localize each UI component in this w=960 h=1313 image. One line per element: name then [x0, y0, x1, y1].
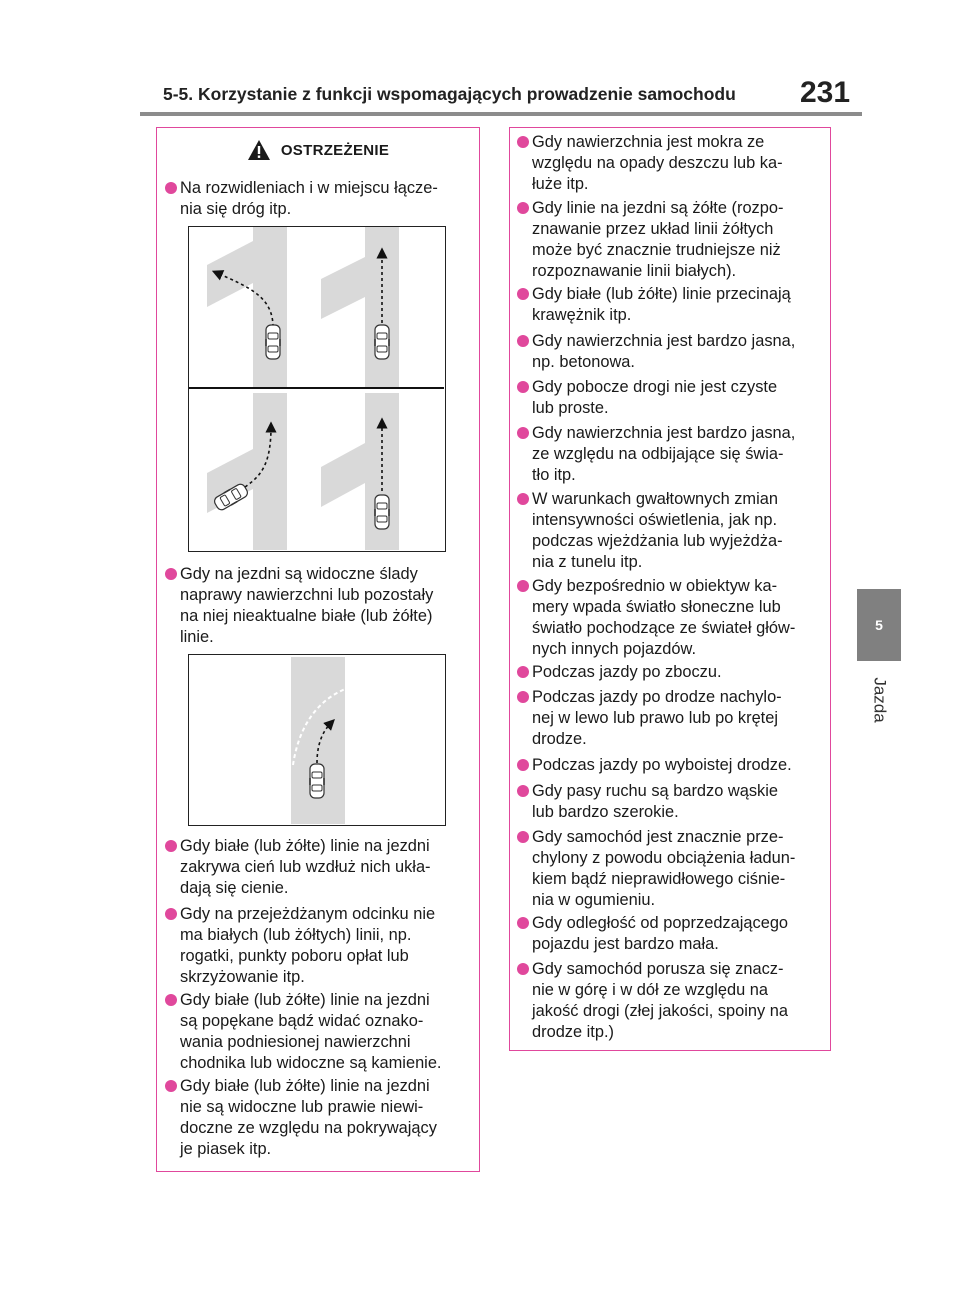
list-item [517, 827, 829, 911]
list-item-text: Gdy odległość od poprzedzającego pojazdu jest bardzo mała. [532, 914, 789, 953]
list-item-text: Gdy na jezdni są widoczne ślady naprawy nawierzchni lub pozostały na niej nieaktualne białe (lub żółte) linie. [180, 565, 434, 646]
list-item [517, 687, 829, 750]
list-item [517, 662, 829, 683]
bullet-dot-icon [165, 840, 177, 852]
bullet-dot-icon [517, 785, 529, 797]
list-item [517, 576, 829, 660]
bullet-dot-icon [165, 568, 177, 580]
list-item-text: Gdy pasy ruchu są bardzo wąskie lub bardzo szerokie. [532, 782, 778, 821]
list-item [165, 904, 475, 988]
chapter-label-wrap [858, 664, 902, 736]
bullet-dot-icon [517, 136, 529, 148]
bullet-dot-icon [165, 994, 177, 1006]
bullet-dot-icon [517, 759, 529, 771]
list-item-text: Gdy białe (lub żółte) linie na jezdni nie są widoczne lub prawie niewi- doczne ze względu na pokrywający je piasek itp. [180, 1077, 437, 1158]
bullet-dot-icon [517, 493, 529, 505]
list-item-text: W warunkach gwałtownych zmian intensywności oświetlenia, jak np. podczas wjeżdżania lub wyjeżdża- nia z tunelu itp. [532, 490, 783, 571]
list-item [165, 1076, 475, 1160]
section-title: 5-5. Korzystanie z funkcji wspomagających prowadzenie samochodu [163, 84, 736, 104]
bullet-dot-icon [517, 288, 529, 300]
warning-heading [176, 138, 460, 162]
car-icon [375, 325, 389, 359]
list-item [517, 755, 829, 776]
list-item-text: Gdy nawierzchnia jest bardzo jasna, np. betonowa. [532, 332, 796, 371]
list-item-text: Gdy nawierzchnia jest bardzo jasna, ze względu na odbijające się świa- tło itp. [532, 424, 796, 484]
car-icon [266, 325, 280, 359]
page-number: 231 [800, 76, 851, 109]
bullet-dot-icon [517, 691, 529, 703]
list-item-text: Gdy na przejeżdżanym odcinku nie ma białych (lub żółtych) linii, np. rogatki, punkty poboru opłat lub skrzyżowanie itp. [180, 905, 436, 986]
list-item-text: Gdy białe (lub żółte) linie na jezdni są popękane bądź widać oznako- wania podniesionej nawierzchni chodnika lub widoczne są kamienie. [180, 991, 442, 1072]
bullet-dot-icon [517, 831, 529, 843]
list-item [517, 377, 829, 419]
bullet-dot-icon [517, 963, 529, 975]
list-item [165, 990, 475, 1074]
list-item-text: Gdy białe (lub żółte) linie przecinają krawężnik itp. [532, 285, 791, 324]
list-item-text: Gdy samochód jest znacznie prze- chylony z powodu obciążenia ładun- kiem bądź nieprawidłowego ciśnie- nia w ogumieniu. [532, 828, 796, 909]
list-item [517, 913, 829, 955]
list-item-text: Gdy białe (lub żółte) linie na jezdni zakrywa cień lub wzdłuż nich ukła- dają się cienie. [180, 837, 431, 897]
list-item-text: Gdy pobocze drogi nie jest czyste lub proste. [532, 378, 778, 417]
chapter-tab: 5 [857, 589, 901, 661]
bullet-dot-icon [517, 666, 529, 678]
bullet-dot-icon [165, 908, 177, 920]
list-item-text: Gdy nawierzchnia jest mokra ze względu na opady deszczu lub ka- łuże itp. [532, 133, 783, 193]
list-item [517, 331, 829, 373]
bullet-dot-icon [165, 1080, 177, 1092]
list-item-text: Podczas jazdy po zboczu. [532, 663, 722, 681]
chapter-label: Jazda [871, 677, 890, 723]
header-rule [140, 112, 862, 116]
list-item [165, 564, 475, 648]
bullet-dot-icon [517, 381, 529, 393]
bullet-dot-icon [165, 182, 177, 194]
car-icon [310, 764, 324, 798]
list-item [517, 781, 829, 823]
bullet-dot-icon [517, 335, 529, 347]
list-item [517, 132, 829, 195]
list-item [517, 423, 829, 486]
figure-road-repair-lines [188, 654, 446, 826]
bullet-dot-icon [517, 917, 529, 929]
warning-triangle-icon [247, 139, 271, 161]
bullet-dot-icon [517, 202, 529, 214]
list-item [517, 284, 829, 326]
list-item-text: Na rozwidleniach i w miejscu łącze- nia się dróg itp. [180, 179, 438, 218]
list-item-text: Podczas jazdy po wyboistej drodze. [532, 756, 792, 774]
list-item-text: Podczas jazdy po drodze nachylo- nej w lewo lub prawo lub po krętej drodze. [532, 688, 782, 748]
list-item [165, 178, 475, 220]
figure-road-junctions [188, 226, 446, 552]
list-item-text: Gdy samochód porusza się znacz- nie w górę i w dół ze względu na jakość drogi (złej jakości, spoiny na drodze itp.) [532, 960, 788, 1041]
list-item [517, 489, 829, 573]
list-item-text: Gdy linie na jezdni są żółte (rozpo- znawanie przez układ linii żółtych może być znacznie trudniejsze niż rozpoznawanie linii białych). [532, 199, 784, 280]
list-item [517, 198, 829, 282]
list-item-text: Gdy bezpośrednio w obiektyw ka- mery wpada światło słoneczne lub światło pochodzące ze świateł głów- nych innych pojazdów. [532, 577, 796, 658]
bullet-dot-icon [517, 427, 529, 439]
list-item [517, 959, 829, 1043]
car-icon [375, 495, 389, 529]
bullet-dot-icon [517, 580, 529, 592]
warning-heading-text: OSTRZEŻENIE [280, 141, 390, 159]
list-item [165, 836, 475, 899]
